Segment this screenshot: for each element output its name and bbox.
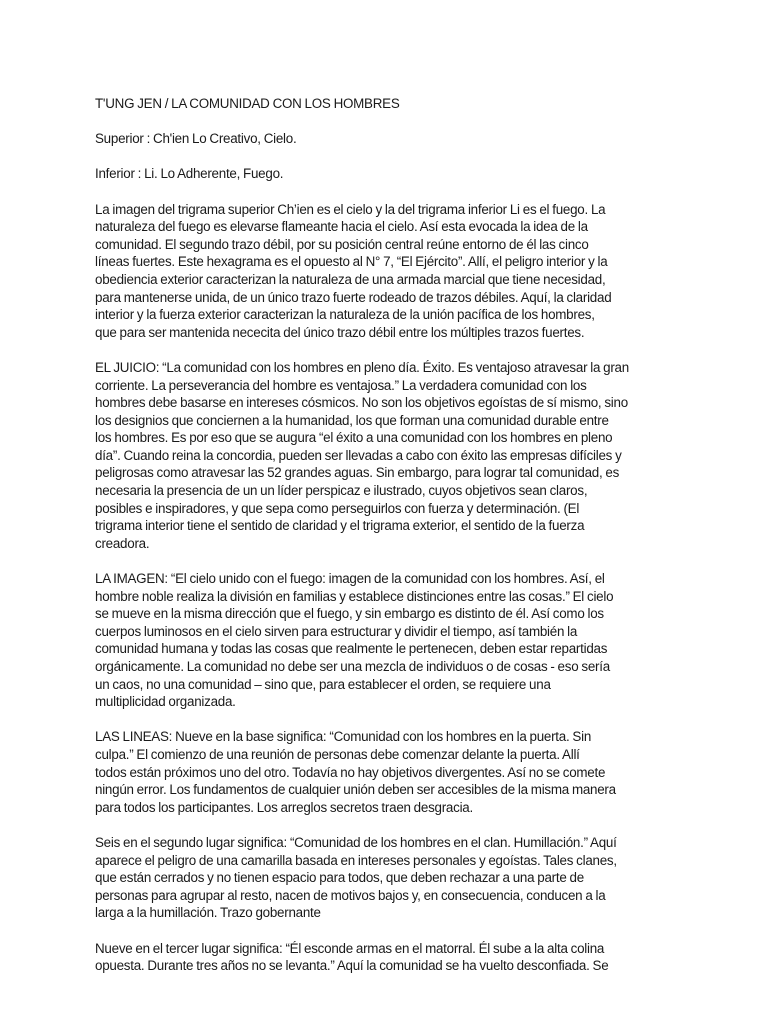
- paragraph-image: LA IMAGEN: “El cielo unido con el fuego: imagen de la comunidad con los hombres. Así, el hombre noble realiza la división en familias y establece distinciones entre las cosas.” El cielo se mueve en la misma dirección que el fuego, y sin embargo es distinto de él. Así como los cuerpos luminosos en el cielo sirven para estructurar y dividir el tiempo, así también la comunidad humana y todas las cosas que realmente le pertenecen, deben estar repartidas orgánicamente. La comunidad no debe ser una mezcla de individuos o de cosas - eso sería un caos, no una comunidad – sino que, para establecer el orden, se requiere una multiplicidad organizada.: [95, 571, 614, 710]
- paragraph-judgement: EL JUICIO: “La comunidad con los hombres en pleno día. Éxito. Es ventajoso atravesar la gran corriente. La perseverancia del hombre es ventajosa.” La verdadera comunidad con los hombres debe basarse en intereses cósmicos. No son los objetivos egoístas de sí mismo, sino los designios que conciernen a la humanidad, los que forman una comunidad durable entre los hombres. Es por eso que se augura “el éxito a una comunidad con los hombres en pleno día”. Cuando reina la concordia, pueden ser llevadas a cabo con éxito las empresas difíciles y peligrosas como atravesar las 52 grandes aguas. Sin embargo, para lograr tal comunidad, es necesaria la presencia de un un líder perspicaz e ilustrado, cuyos objetivos sean claros, posibles e inspiradores, y que sepa como perseguirlos con fuerza y determinación. (El trigrama interior tiene el sentido de claridad y el trigrama exterior, el sentido de la fuerza creadora.: [95, 359, 629, 551]
- document-title: T'UNG JEN / LA COMUNIDAD CON LOS HOMBRES: [95, 96, 400, 111]
- inferior-trigram-line: Inferior : Li. Lo Adherente, Fuego.: [95, 166, 284, 182]
- document-page: [95, 95, 687, 992]
- superior-trigram-line: Superior : Ch'ien Lo Creativo, Cielo.: [95, 131, 297, 147]
- paragraph-lines-first: LAS LINEAS: Nueve en la base significa: “Comunidad con los hombres en la puerta. Sin culpa.” El comienzo de una reunión de personas debe comenzar delante la puerta. Allí todos están próximos uno del otro. Todavía no hay objetivos divergentes. Así no se comete ningún error. Los fundamentos de cualquier unión deben ser accesibles de la misma manera para todos los participantes. Los arreglos secretos traen desgracia.: [95, 729, 616, 815]
- paragraph-image-intro: La imagen del trigrama superior Ch’ien es el cielo y la del trigrama inferior Li es el fuego. La naturaleza del fuego es elevarse flameante hacia el cielo. Así esta evocada la idea de la comunidad. El segundo trazo débil, por su posición central reúne entorno de él las cinco líneas fuertes. Este hexagrama es el opuesto al N° 7, “El Ejército”. Allí, el peligro interior y la obediencia exterior caracterizan la naturaleza de una armada marcial que tiene necesidad, para mantenerse unida, de un único trazo fuerte rodeado de trazos débiles. Aquí, la claridad interior y la fuerza exterior caracterizan la naturaleza de la unión pacífica de los hombres, que para ser mantenida nececita del único trazo débil entre los múltiples trazos fuertes.: [95, 201, 612, 340]
- paragraph-lines-second: Seis en el segundo lugar significa: “Comunidad de los hombres en el clan. Humillación.” Aquí aparece el peligro de una camarilla basada en intereses personales y egoístas. Tales clanes, que están cerrados y no tienen espacio para todos, que deben rechazar a una parte de personas para agrupar al resto, nacen de motivos bajos y, en consecuencia, conducen a la larga a la humillación. Trazo gobernante: [95, 834, 617, 921]
- paragraph-lines-third: Nueve en el tercer lugar significa: “Él esconde armas en el matorral. Él sube a la alta colina opuesta. Durante tres años no se levanta.” Aquí la comunidad se ha vuelto desconfiada. Se: [95, 940, 609, 974]
